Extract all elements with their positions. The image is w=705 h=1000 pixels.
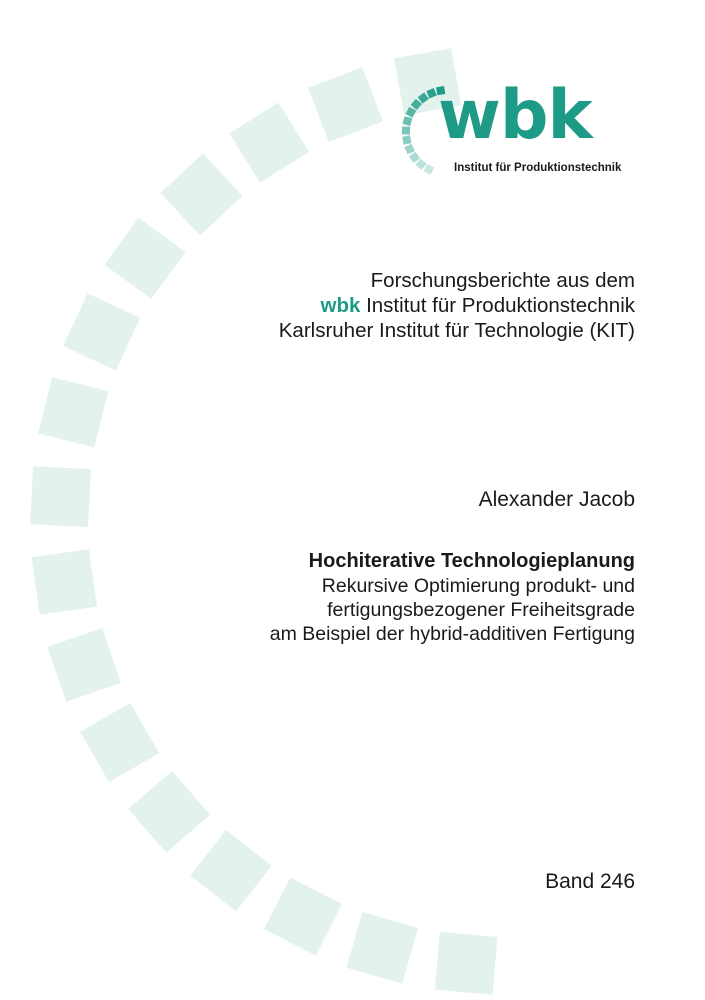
arc-tile [308,67,383,142]
arc-tile [346,912,418,984]
author-name: Alexander Jacob [478,488,635,511]
logo-subtitle: Institut für Produktionstechnik [454,162,622,174]
arc-tile [47,628,121,702]
book-subtitle-line-2: fertigungsbezogener Freiheitsgrade [327,599,635,621]
arc-tile [80,703,159,782]
book-subtitle-line-1: Rekursive Optimierung produkt- und [321,575,635,597]
logo-wordmark: wbk [438,76,592,155]
logo-dot [403,116,413,126]
arc-tile [435,932,498,995]
arc-tile [32,549,98,615]
arc-tile [104,218,185,299]
series-line-1: Forschungsberichte aus dem [370,269,635,292]
volume-number: Band 246 [545,870,635,893]
arc-tile [190,830,271,911]
series-line-3: Karlsruher Institut für Technologie (KIT) [278,319,635,342]
arc-tile [128,771,210,853]
logo-dot [424,164,435,175]
logo-dot [426,88,436,98]
logo-dot [405,107,416,118]
book-title-block [270,549,635,646]
series-info [279,268,635,343]
book-subtitle-line-3: am Beispiel der hybrid-additiven Fertigung [269,623,635,645]
logo-dot [402,135,411,144]
logo-dot [404,144,415,155]
series-brand: wbk [320,294,361,317]
series-line-2 [279,293,635,318]
logo-dot [402,126,410,134]
arc-tile [229,103,309,183]
arc-tile [63,293,140,370]
arc-tile [161,154,243,236]
arc-tile [264,877,342,955]
series-institute: Institut für Produktionstechnik [360,294,635,317]
arc-tile [30,466,91,527]
book-title: Hochiterative Technologieplanung [308,550,635,572]
arc-tile [38,377,108,447]
wbk-logo [398,76,633,182]
